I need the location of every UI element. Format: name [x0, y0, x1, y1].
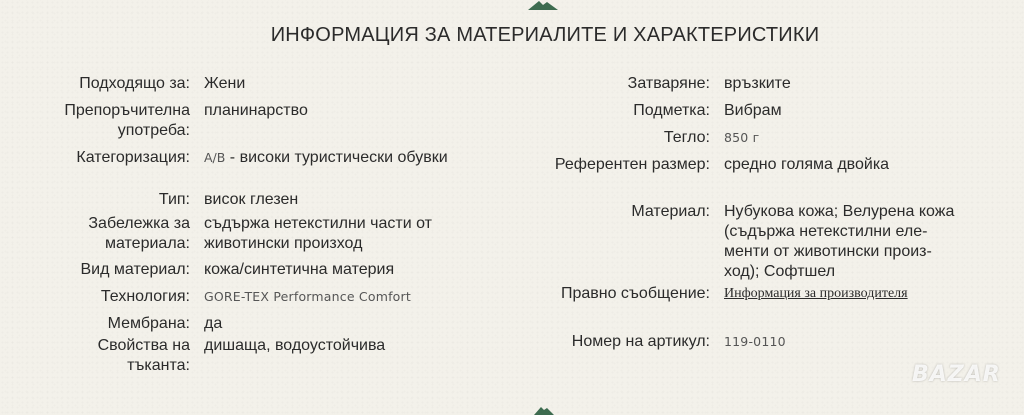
spec-value: средно голяма двойка: [724, 156, 890, 173]
spec-value: планинарство: [204, 102, 308, 119]
spec-label: Тегло:: [663, 129, 710, 146]
manufacturer-info-link[interactable]: Информация за производителя: [724, 286, 908, 301]
spec-row-sole: [540, 101, 964, 128]
spec-label: Номер на артикул:: [571, 333, 710, 350]
spec-row-type: [40, 190, 454, 214]
spec-value: висок глезен: [204, 191, 299, 208]
spec-label: Вид материал:: [80, 261, 190, 278]
spec-row-material: [540, 202, 964, 284]
spec-row-suitable-for: [40, 74, 454, 101]
spec-value: Нубукова кожа; Велурена кожа (съдържа нетекстилни еле- менти от животински произ- ход); Софтшел: [724, 203, 955, 280]
spec-value: Вибрам: [724, 102, 782, 119]
spec-label: Тип:: [158, 191, 190, 208]
spec-row-material-note: [40, 214, 454, 260]
spec-row-membrane: [40, 314, 454, 336]
spec-label: Забележка за материала:: [88, 215, 190, 252]
spec-label: Мембрана:: [107, 315, 190, 332]
spec-label: Референтен размер:: [554, 156, 710, 173]
spec-value: връзките: [724, 75, 791, 92]
spec-row-legal-notice: [540, 284, 964, 332]
spec-row-categorization: [40, 148, 454, 190]
section-title: ИНФОРМАЦИЯ ЗА МАТЕРИАЛИТЕ И ХАРАКТЕРИСТИКИ: [270, 24, 820, 46]
spec-label: Свойства на тъканта:: [97, 337, 190, 374]
spec-label: Правно съобщение:: [560, 285, 710, 302]
spec-row-fabric-properties: [40, 336, 454, 380]
spec-label: Материал:: [631, 203, 710, 220]
category-text: - високи туристически обувки: [225, 149, 448, 166]
spec-row-technology: [40, 287, 454, 314]
spec-label: Категоризация:: [76, 149, 190, 166]
spec-label: Затваряне:: [627, 75, 710, 92]
spec-label: Подметка:: [633, 102, 710, 119]
watermark-logo: BAZAR: [912, 362, 1001, 387]
spec-list-right: [540, 74, 964, 356]
spec-value: Жени: [204, 75, 246, 92]
mountain-logo-icon: [528, 0, 558, 10]
spec-value: 850 г: [724, 130, 760, 145]
spec-row-closure: [540, 74, 964, 101]
category-code: A/B: [204, 150, 226, 165]
spec-value: [204, 148, 454, 168]
spec-row-material-type: [40, 260, 454, 287]
spec-value: кожа/синтетична материя: [204, 261, 395, 278]
spec-row-reference-size: [540, 155, 964, 202]
mountain-logo-icon: [534, 406, 554, 415]
spec-row-article-number: [540, 332, 964, 356]
spec-label: Технология:: [100, 288, 190, 305]
spec-value: съдържа нетекстилни части от животински произход: [204, 215, 432, 252]
spec-value: да: [204, 315, 223, 332]
spec-list-left: [40, 74, 454, 380]
spec-row-weight: [540, 128, 964, 155]
spec-value: дишаща, водоустойчива: [204, 337, 386, 354]
spec-label: Подходящо за:: [79, 75, 190, 92]
spec-row-recommended-use: [40, 101, 454, 148]
spec-value: 119-0110: [724, 334, 786, 349]
spec-value: GORE-TEX Performance Comfort: [204, 289, 411, 304]
spec-label: Препоръчителна употреба:: [64, 102, 190, 139]
